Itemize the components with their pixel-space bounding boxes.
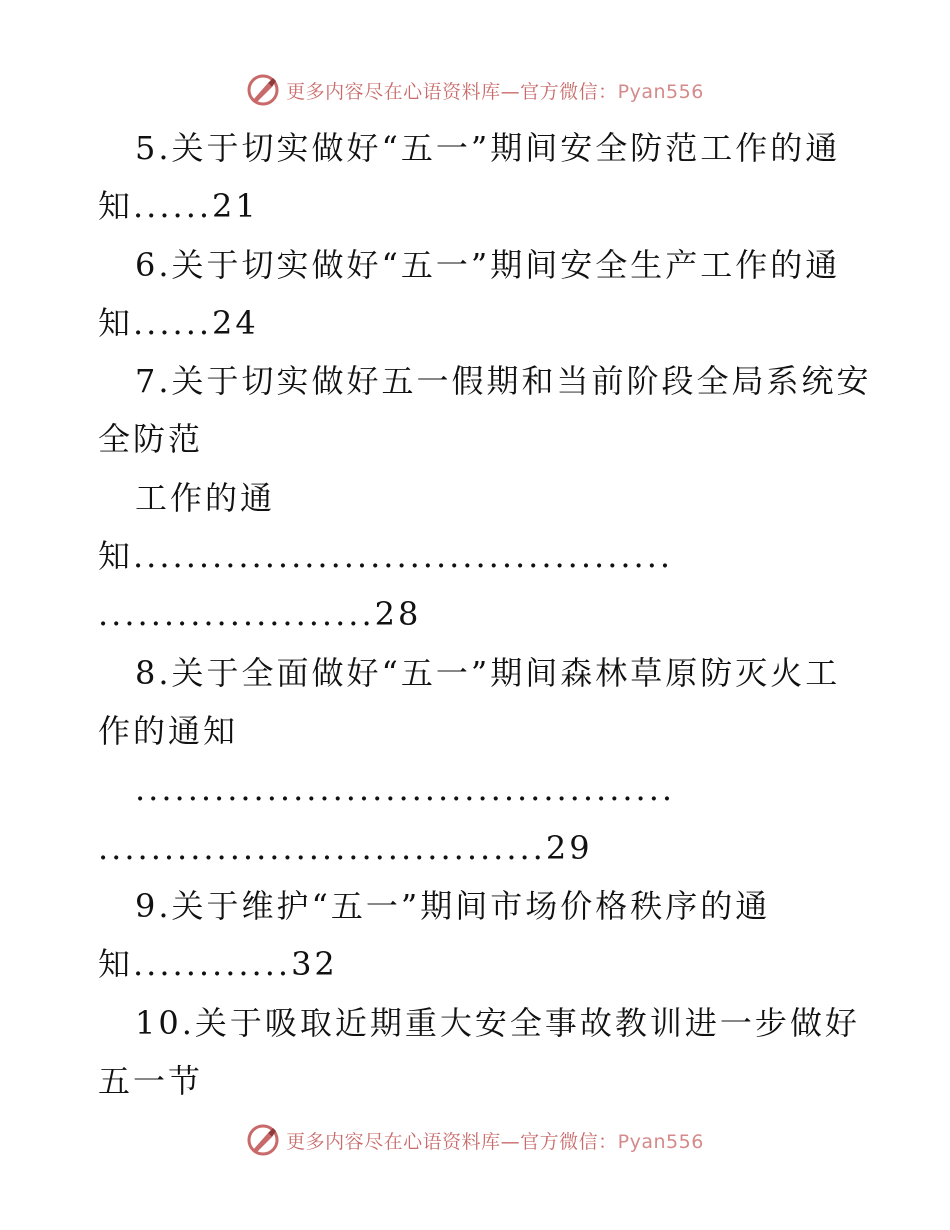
toc-entry-8-line4: ..................................29 bbox=[98, 829, 593, 867]
toc-entry-9-line2: 知............32 bbox=[98, 945, 338, 983]
watermark-text: 更多内容尽在心语资料库—官方微信：Pyan556 bbox=[286, 1130, 704, 1153]
toc-entry-8-line2: 作的通知 bbox=[98, 712, 239, 750]
toc-entry-7-line5: .....................28 bbox=[98, 595, 422, 633]
toc-entry-7-line3: 工作的通 bbox=[135, 479, 276, 517]
toc-entry-10-line1: 10.关于吸取近期重大安全事故教训进一步做好 bbox=[135, 1004, 860, 1042]
toc-entry-7-line1: 7.关于切实做好五一假期和当前阶段全局系统安 bbox=[135, 362, 872, 400]
toc-entry-8-line1: 8.关于全面做好“五一”期间森林草原防灭火工 bbox=[135, 654, 841, 692]
pen-logo-icon bbox=[246, 73, 280, 107]
toc-entry-7-line2: 全防范 bbox=[98, 420, 204, 458]
toc-entry-8-line3: ......................................... bbox=[135, 770, 676, 808]
watermark-text: 更多内容尽在心语资料库—官方微信：Pyan556 bbox=[286, 80, 704, 103]
pen-logo-icon bbox=[246, 1123, 280, 1157]
toc-entry-9-line1: 9.关于维护“五一”期间市场价格秩序的通 bbox=[135, 887, 771, 925]
toc-entry-5-line2: 知......21 bbox=[98, 187, 259, 225]
toc-entry-5-line1: 5.关于切实做好“五一”期间安全防范工作的通 bbox=[135, 129, 841, 167]
toc-entry-10-line2: 五一节 bbox=[98, 1062, 204, 1100]
toc-entry-7-line4: 知......................................... bbox=[98, 537, 674, 575]
footer-watermark bbox=[0, 1120, 950, 1160]
header-watermark bbox=[0, 70, 950, 110]
toc-entry-6-line1: 6.关于切实做好“五一”期间安全生产工作的通 bbox=[135, 246, 841, 284]
toc-entry-6-line2: 知......24 bbox=[98, 304, 259, 342]
